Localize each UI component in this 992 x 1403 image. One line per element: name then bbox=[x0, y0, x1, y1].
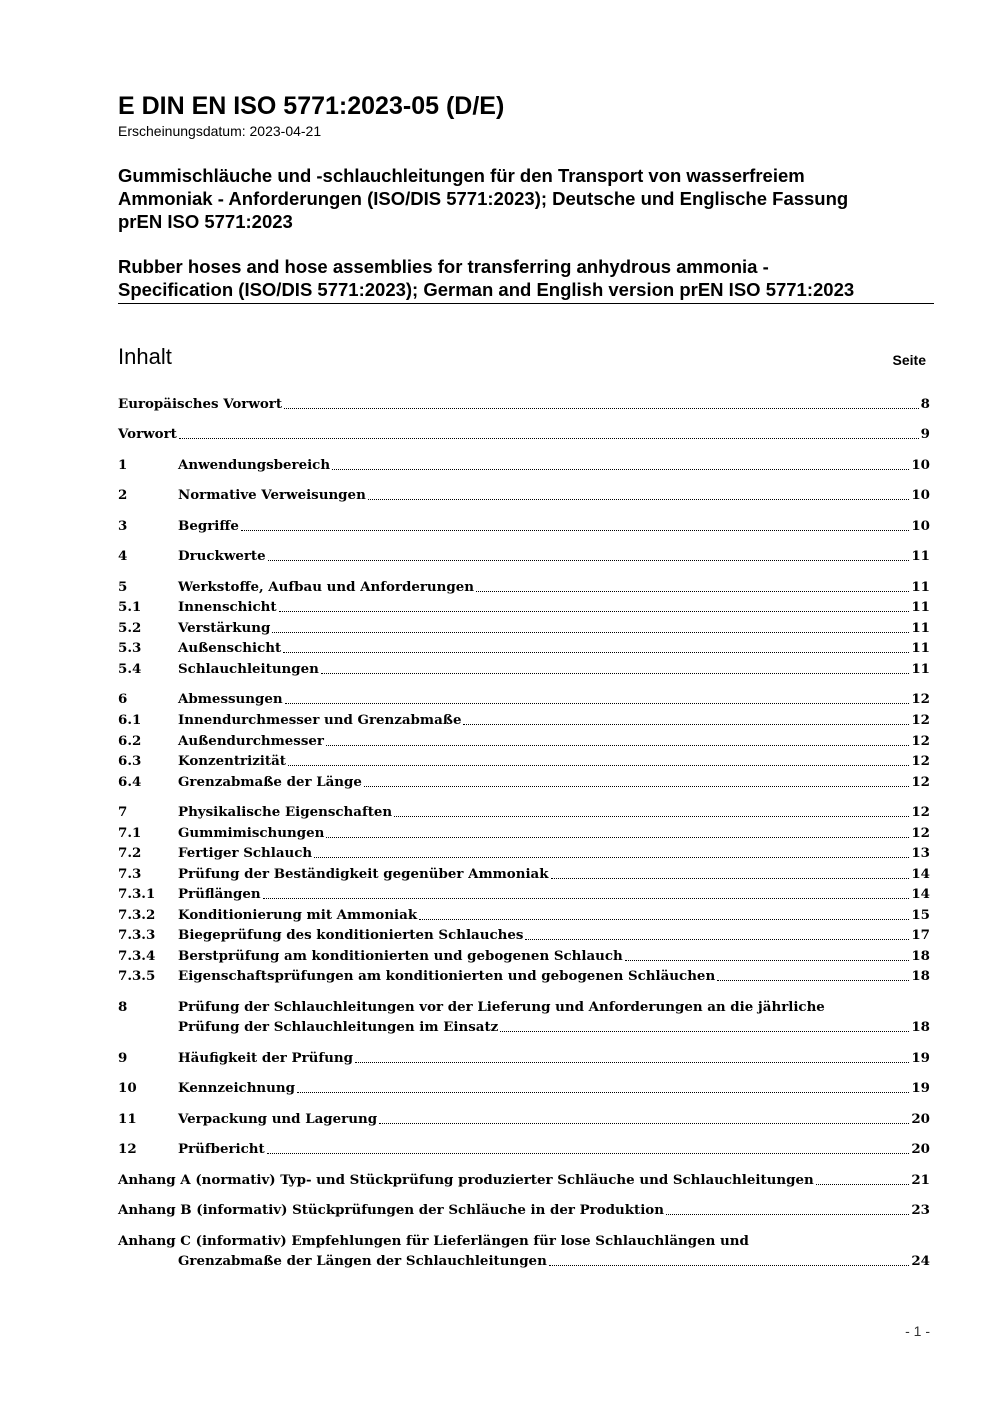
toc-entry-number: 5.3 bbox=[118, 640, 142, 656]
toc-entry-leader-group bbox=[178, 689, 911, 709]
toc-entry-number: 3 bbox=[118, 518, 128, 534]
toc-entry-leader-group bbox=[178, 577, 911, 597]
toc-entry-number: 4 bbox=[118, 548, 128, 564]
toc-entry[interactable] bbox=[118, 751, 930, 771]
toc-entry-label: Physikalische Eigenschaften bbox=[178, 804, 393, 820]
toc-entry-leader-group bbox=[178, 884, 911, 904]
toc-entry-page: 10 bbox=[911, 457, 930, 473]
toc-entry-leader-group bbox=[178, 731, 911, 751]
toc-entry[interactable] bbox=[118, 864, 930, 884]
toc-entry-page: 18 bbox=[911, 1019, 930, 1035]
toc-entry-leader-group bbox=[118, 394, 921, 414]
toc-entry[interactable] bbox=[118, 772, 930, 792]
toc-entry-page: 15 bbox=[911, 907, 930, 923]
toc-entry[interactable] bbox=[118, 1078, 930, 1098]
toc-entry[interactable] bbox=[118, 1231, 930, 1251]
toc-entry-page: 12 bbox=[911, 733, 930, 749]
toc-entry-page: 19 bbox=[911, 1080, 930, 1096]
toc-entry-page: 11 bbox=[911, 620, 930, 636]
toc-entry-leader-group bbox=[178, 659, 911, 679]
toc-entry-label: Prüfung der Schlauchleitungen vor der Lieferung und Anforderungen an die jährliche bbox=[178, 999, 825, 1015]
toc-entry-page: 8 bbox=[920, 396, 930, 412]
toc-dot-leader bbox=[368, 485, 910, 500]
toc-entry-leader-group bbox=[118, 1231, 930, 1251]
toc-entry-page: 10 bbox=[911, 518, 930, 534]
toc-entry-label: Innenschicht bbox=[178, 599, 277, 615]
toc-entry-page: 24 bbox=[911, 1253, 930, 1269]
toc-entry-label: Anhang A (normativ) Typ- und Stückprüfung produzierter Schläuche und Schlauchleitungen bbox=[118, 1172, 814, 1188]
toc-entry-leader-group bbox=[178, 516, 911, 536]
toc-entry-leader-group bbox=[178, 1048, 911, 1068]
toc-entry-label: Verstärkung bbox=[178, 620, 271, 636]
toc-entry-page: 11 bbox=[911, 661, 930, 677]
toc-entry-number: 6.4 bbox=[118, 774, 142, 790]
toc-entry-label: Grenzabmaße der Längen der Schlauchleitungen bbox=[178, 1253, 547, 1269]
toc-entry-leader-group bbox=[178, 485, 911, 505]
toc-dot-leader bbox=[717, 966, 909, 981]
toc-entry-label: Verpackung und Lagerung bbox=[178, 1111, 378, 1127]
toc-heading bbox=[118, 344, 934, 374]
toc-entry-label: Prüfung der Schlauchleitungen im Einsatz bbox=[178, 1019, 499, 1035]
toc-entry[interactable] bbox=[118, 1109, 930, 1129]
toc-entry-number: 7.3.4 bbox=[118, 948, 156, 964]
toc-entry[interactable] bbox=[118, 1251, 930, 1271]
toc-entry-number: 8 bbox=[118, 999, 128, 1015]
toc-entry-number: 5.1 bbox=[118, 599, 142, 615]
toc-entry[interactable] bbox=[118, 546, 930, 566]
title-english-line-2: Specification (ISO/DIS 5771:2023); German and English version prEN ISO 5771:2023 bbox=[118, 279, 855, 300]
toc-entry-label: Biegeprüfung des konditionierten Schlauches bbox=[178, 927, 524, 943]
toc-entry-label: Berstprüfung am konditionierten und gebogenen Schlauch bbox=[178, 948, 623, 964]
toc-entry-label: Außenschicht bbox=[178, 640, 282, 656]
toc-entry-leader-group bbox=[178, 802, 911, 822]
toc-entry-label: Anhang B (informativ) Stückprüfungen der Schläuche in der Produktion bbox=[118, 1202, 664, 1218]
toc-entry[interactable] bbox=[118, 905, 930, 925]
toc-entry-leader-group bbox=[178, 966, 911, 986]
toc-entry-number: 10 bbox=[118, 1080, 137, 1096]
toc-entry-label: Innendurchmesser und Grenzabmaße bbox=[178, 712, 462, 728]
toc-entry-page: 12 bbox=[911, 774, 930, 790]
toc-entry-label: Kennzeichnung bbox=[178, 1080, 296, 1096]
toc-entry-label: Anhang C (informativ) Empfehlungen für Lieferlängen für lose Schlauchlängen und bbox=[118, 1233, 749, 1249]
toc-entry-number: 5.2 bbox=[118, 620, 142, 636]
toc-entry-label: Grenzabmaße der Länge bbox=[178, 774, 362, 790]
toc-entry-number: 7.1 bbox=[118, 825, 142, 841]
page-header bbox=[118, 92, 934, 374]
toc-entry[interactable] bbox=[118, 618, 930, 638]
toc-entry-page: 11 bbox=[911, 548, 930, 564]
toc-entry[interactable] bbox=[118, 997, 930, 1017]
toc-dot-leader bbox=[272, 618, 909, 633]
toc-entry-label: Fertiger Schlauch bbox=[178, 845, 313, 861]
toc-entry-page: 18 bbox=[911, 948, 930, 964]
toc-dot-leader bbox=[355, 1048, 909, 1063]
toc-entry-leader-group bbox=[178, 905, 911, 925]
toc-entry-page: 18 bbox=[911, 968, 930, 984]
toc-dot-leader bbox=[326, 823, 909, 838]
toc-dot-leader bbox=[525, 925, 909, 940]
toc-entry-label: Begriffe bbox=[178, 518, 239, 534]
toc-entry-page: 12 bbox=[911, 825, 930, 841]
toc-entry[interactable] bbox=[118, 424, 930, 444]
toc-dot-leader bbox=[476, 577, 909, 592]
toc-entry-page: 14 bbox=[911, 886, 930, 902]
toc-entry-label: Außendurchmesser bbox=[178, 733, 324, 749]
toc-entry[interactable] bbox=[118, 1139, 930, 1159]
toc-dot-leader bbox=[241, 516, 910, 531]
page-number: - 1 - bbox=[905, 1323, 930, 1339]
toc-entry-number bbox=[118, 1251, 178, 1271]
toc-dot-leader bbox=[816, 1170, 910, 1185]
toc-entry-number: 9 bbox=[118, 1050, 128, 1066]
toc-entry-leader-group bbox=[178, 1109, 911, 1129]
toc-entry-leader-group bbox=[178, 997, 930, 1017]
toc-entry-page: 20 bbox=[911, 1111, 930, 1127]
toc-entry-page: 12 bbox=[911, 691, 930, 707]
toc-entry[interactable] bbox=[118, 802, 930, 822]
toc-dot-leader bbox=[332, 455, 909, 470]
toc-dot-leader bbox=[268, 546, 910, 561]
toc-entry-number: 5 bbox=[118, 579, 128, 595]
toc-entry-label: Druckwerte bbox=[178, 548, 266, 564]
toc-entry-page: 9 bbox=[920, 426, 930, 442]
toc-entry-page: 11 bbox=[911, 640, 930, 656]
toc-entry-leader-group bbox=[178, 1139, 911, 1159]
toc-entry-page: 17 bbox=[911, 927, 930, 943]
title-german-line-1: Gummischläuche und -schlauchleitungen für den Transport von wasserfreiem bbox=[118, 165, 805, 186]
toc-entry-label: Normative Verweisungen bbox=[178, 487, 366, 503]
toc-entry-label: Prüflängen bbox=[178, 886, 261, 902]
toc-entry-leader-group bbox=[178, 864, 911, 884]
toc-dot-leader bbox=[267, 1139, 910, 1154]
toc-entry-leader-group bbox=[178, 843, 911, 863]
toc-entry-leader-group bbox=[178, 925, 911, 945]
toc-entry-number: 2 bbox=[118, 487, 128, 503]
toc-entry-label: Werkstoffe, Aufbau und Anforderungen bbox=[178, 579, 475, 595]
toc-entry-number: 7.2 bbox=[118, 845, 142, 861]
toc-entry-number: 7.3.3 bbox=[118, 927, 156, 943]
toc-entry[interactable] bbox=[118, 884, 930, 904]
toc-entry-number: 7 bbox=[118, 804, 128, 820]
toc-dot-leader bbox=[283, 638, 909, 653]
toc-entry-label: Prüfbericht bbox=[178, 1141, 265, 1157]
toc-dot-leader bbox=[379, 1109, 909, 1124]
toc-entry-page: 21 bbox=[911, 1172, 930, 1188]
toc-entry-leader-group bbox=[178, 823, 911, 843]
toc-entry[interactable] bbox=[118, 925, 930, 945]
toc-entry-label: Konditionierung mit Ammoniak bbox=[178, 907, 418, 923]
toc-entry-number: 11 bbox=[118, 1111, 137, 1127]
toc-dot-leader bbox=[551, 864, 910, 879]
toc-entry-number: 6.1 bbox=[118, 712, 142, 728]
toc-entry-label: Häufigkeit der Prüfung bbox=[178, 1050, 353, 1066]
toc-dot-leader bbox=[326, 731, 909, 746]
toc-dot-leader bbox=[463, 710, 909, 725]
toc-dot-leader bbox=[179, 424, 919, 439]
toc-entry[interactable] bbox=[118, 597, 930, 617]
toc-dot-leader bbox=[500, 1017, 909, 1032]
toc-entry-leader-group bbox=[178, 455, 911, 475]
toc-entry[interactable] bbox=[118, 823, 930, 843]
toc-entry-leader-group bbox=[178, 946, 911, 966]
toc-entry-page: 11 bbox=[911, 599, 930, 615]
toc-entry-page: 14 bbox=[911, 866, 930, 882]
toc-entry[interactable] bbox=[118, 946, 930, 966]
toc-entry-number: 12 bbox=[118, 1141, 137, 1157]
toc-dot-leader bbox=[297, 1078, 909, 1093]
toc-entry[interactable] bbox=[118, 394, 930, 414]
toc-entry-page: 11 bbox=[911, 579, 930, 595]
toc-entry-page: 12 bbox=[911, 712, 930, 728]
toc-entry-label: Konzentrizität bbox=[178, 753, 286, 769]
toc-entry-leader-group bbox=[178, 772, 911, 792]
toc-entry-page: 12 bbox=[911, 804, 930, 820]
toc-entry[interactable] bbox=[118, 689, 930, 709]
toc-dot-leader bbox=[288, 751, 909, 766]
toc-page-column-label: Seite bbox=[892, 352, 926, 368]
toc-entry-leader-group bbox=[118, 424, 921, 444]
toc-dot-leader bbox=[549, 1251, 910, 1266]
toc-entry-label: Gummimischungen bbox=[178, 825, 325, 841]
toc-entry-label: Prüfung der Beständigkeit gegenüber Ammoniak bbox=[178, 866, 549, 882]
toc-entry[interactable] bbox=[118, 966, 930, 986]
toc-title: Inhalt bbox=[118, 344, 172, 369]
toc-entry-leader-group bbox=[118, 1170, 911, 1190]
toc-dot-leader bbox=[419, 905, 909, 920]
toc-entry-leader-group bbox=[178, 546, 911, 566]
toc-dot-leader bbox=[314, 843, 909, 858]
toc-entry-page: 13 bbox=[911, 845, 930, 861]
toc-dot-leader bbox=[394, 802, 909, 817]
toc-entry-number: 7.3 bbox=[118, 866, 142, 882]
toc-entry-number: 5.4 bbox=[118, 661, 142, 677]
toc-entry-label: Anwendungsbereich bbox=[178, 457, 331, 473]
toc-entry-leader-group bbox=[178, 638, 911, 658]
toc-dot-leader bbox=[666, 1200, 909, 1215]
toc-dot-leader bbox=[625, 946, 910, 961]
toc-dot-leader bbox=[364, 772, 909, 787]
toc-entry[interactable] bbox=[118, 485, 930, 505]
toc-entry[interactable] bbox=[118, 455, 930, 475]
toc-entry-page: 19 bbox=[911, 1050, 930, 1066]
toc-entry-leader-group bbox=[118, 1200, 911, 1220]
toc-entry-page: 12 bbox=[911, 753, 930, 769]
toc-entry-label: Vorwort bbox=[118, 426, 177, 442]
toc-dot-leader bbox=[279, 597, 910, 612]
toc-entry-number: 1 bbox=[118, 457, 128, 473]
toc-entry[interactable] bbox=[118, 1170, 930, 1190]
publication-date: Erscheinungsdatum: 2023-04-21 bbox=[118, 123, 322, 139]
toc-entry-page: 20 bbox=[911, 1141, 930, 1157]
toc-entry[interactable] bbox=[118, 516, 930, 536]
toc-entry[interactable] bbox=[118, 710, 930, 730]
toc-entry-number: 6.2 bbox=[118, 733, 142, 749]
toc-dot-leader bbox=[285, 689, 910, 704]
title-german-line-2: Ammoniak - Anforderungen (ISO/DIS 5771:2023); Deutsche und Englische Fassung bbox=[118, 188, 849, 209]
toc-entry[interactable] bbox=[118, 638, 930, 658]
toc-entry-page: 10 bbox=[911, 487, 930, 503]
toc-entry-label: Europäisches Vorwort bbox=[118, 396, 283, 412]
toc-entry-leader-group bbox=[178, 618, 911, 638]
toc-entry-leader-group bbox=[178, 710, 911, 730]
toc-entry[interactable] bbox=[118, 1200, 930, 1220]
toc-entry-number: 7.3.2 bbox=[118, 907, 156, 923]
toc-entry[interactable] bbox=[118, 1017, 930, 1037]
toc-entry[interactable] bbox=[118, 731, 930, 751]
toc-dot-leader bbox=[321, 659, 909, 674]
title-german bbox=[118, 164, 934, 233]
toc-dot-leader bbox=[284, 394, 919, 409]
toc-entry-number: 6.3 bbox=[118, 753, 142, 769]
toc-entry-leader-group bbox=[178, 751, 911, 771]
toc-dot-leader bbox=[263, 884, 910, 899]
toc-entry-number: 6 bbox=[118, 691, 128, 707]
title-english bbox=[118, 255, 934, 304]
toc-entry-page: 23 bbox=[911, 1202, 930, 1218]
toc-entry[interactable] bbox=[118, 659, 930, 679]
toc-entry-leader-group bbox=[178, 1078, 911, 1098]
toc-entry[interactable] bbox=[118, 843, 930, 863]
toc-entry-leader-group bbox=[178, 597, 911, 617]
toc-entry-leader-group bbox=[178, 1017, 911, 1037]
document-id: E DIN EN ISO 5771:2023-05 (D/E) bbox=[118, 92, 505, 120]
title-english-line-1: Rubber hoses and hose assemblies for transferring anhydrous ammonia - bbox=[118, 256, 769, 277]
toc-entry-number bbox=[118, 1017, 178, 1037]
toc-entry-label: Abmessungen bbox=[178, 691, 283, 707]
toc-entry-number: 7.3.5 bbox=[118, 968, 156, 984]
title-german-line-3: prEN ISO 5771:2023 bbox=[118, 211, 293, 232]
toc-entry-label: Schlauchleitungen bbox=[178, 661, 319, 677]
toc-entry[interactable] bbox=[118, 1048, 930, 1068]
toc-entry-leader-group bbox=[178, 1251, 911, 1271]
toc-entry-number: 7.3.1 bbox=[118, 886, 156, 902]
toc-entry[interactable] bbox=[118, 577, 930, 597]
toc-entry-label: Eigenschaftsprüfungen am konditionierten und gebogenen Schläuchen bbox=[178, 968, 716, 984]
